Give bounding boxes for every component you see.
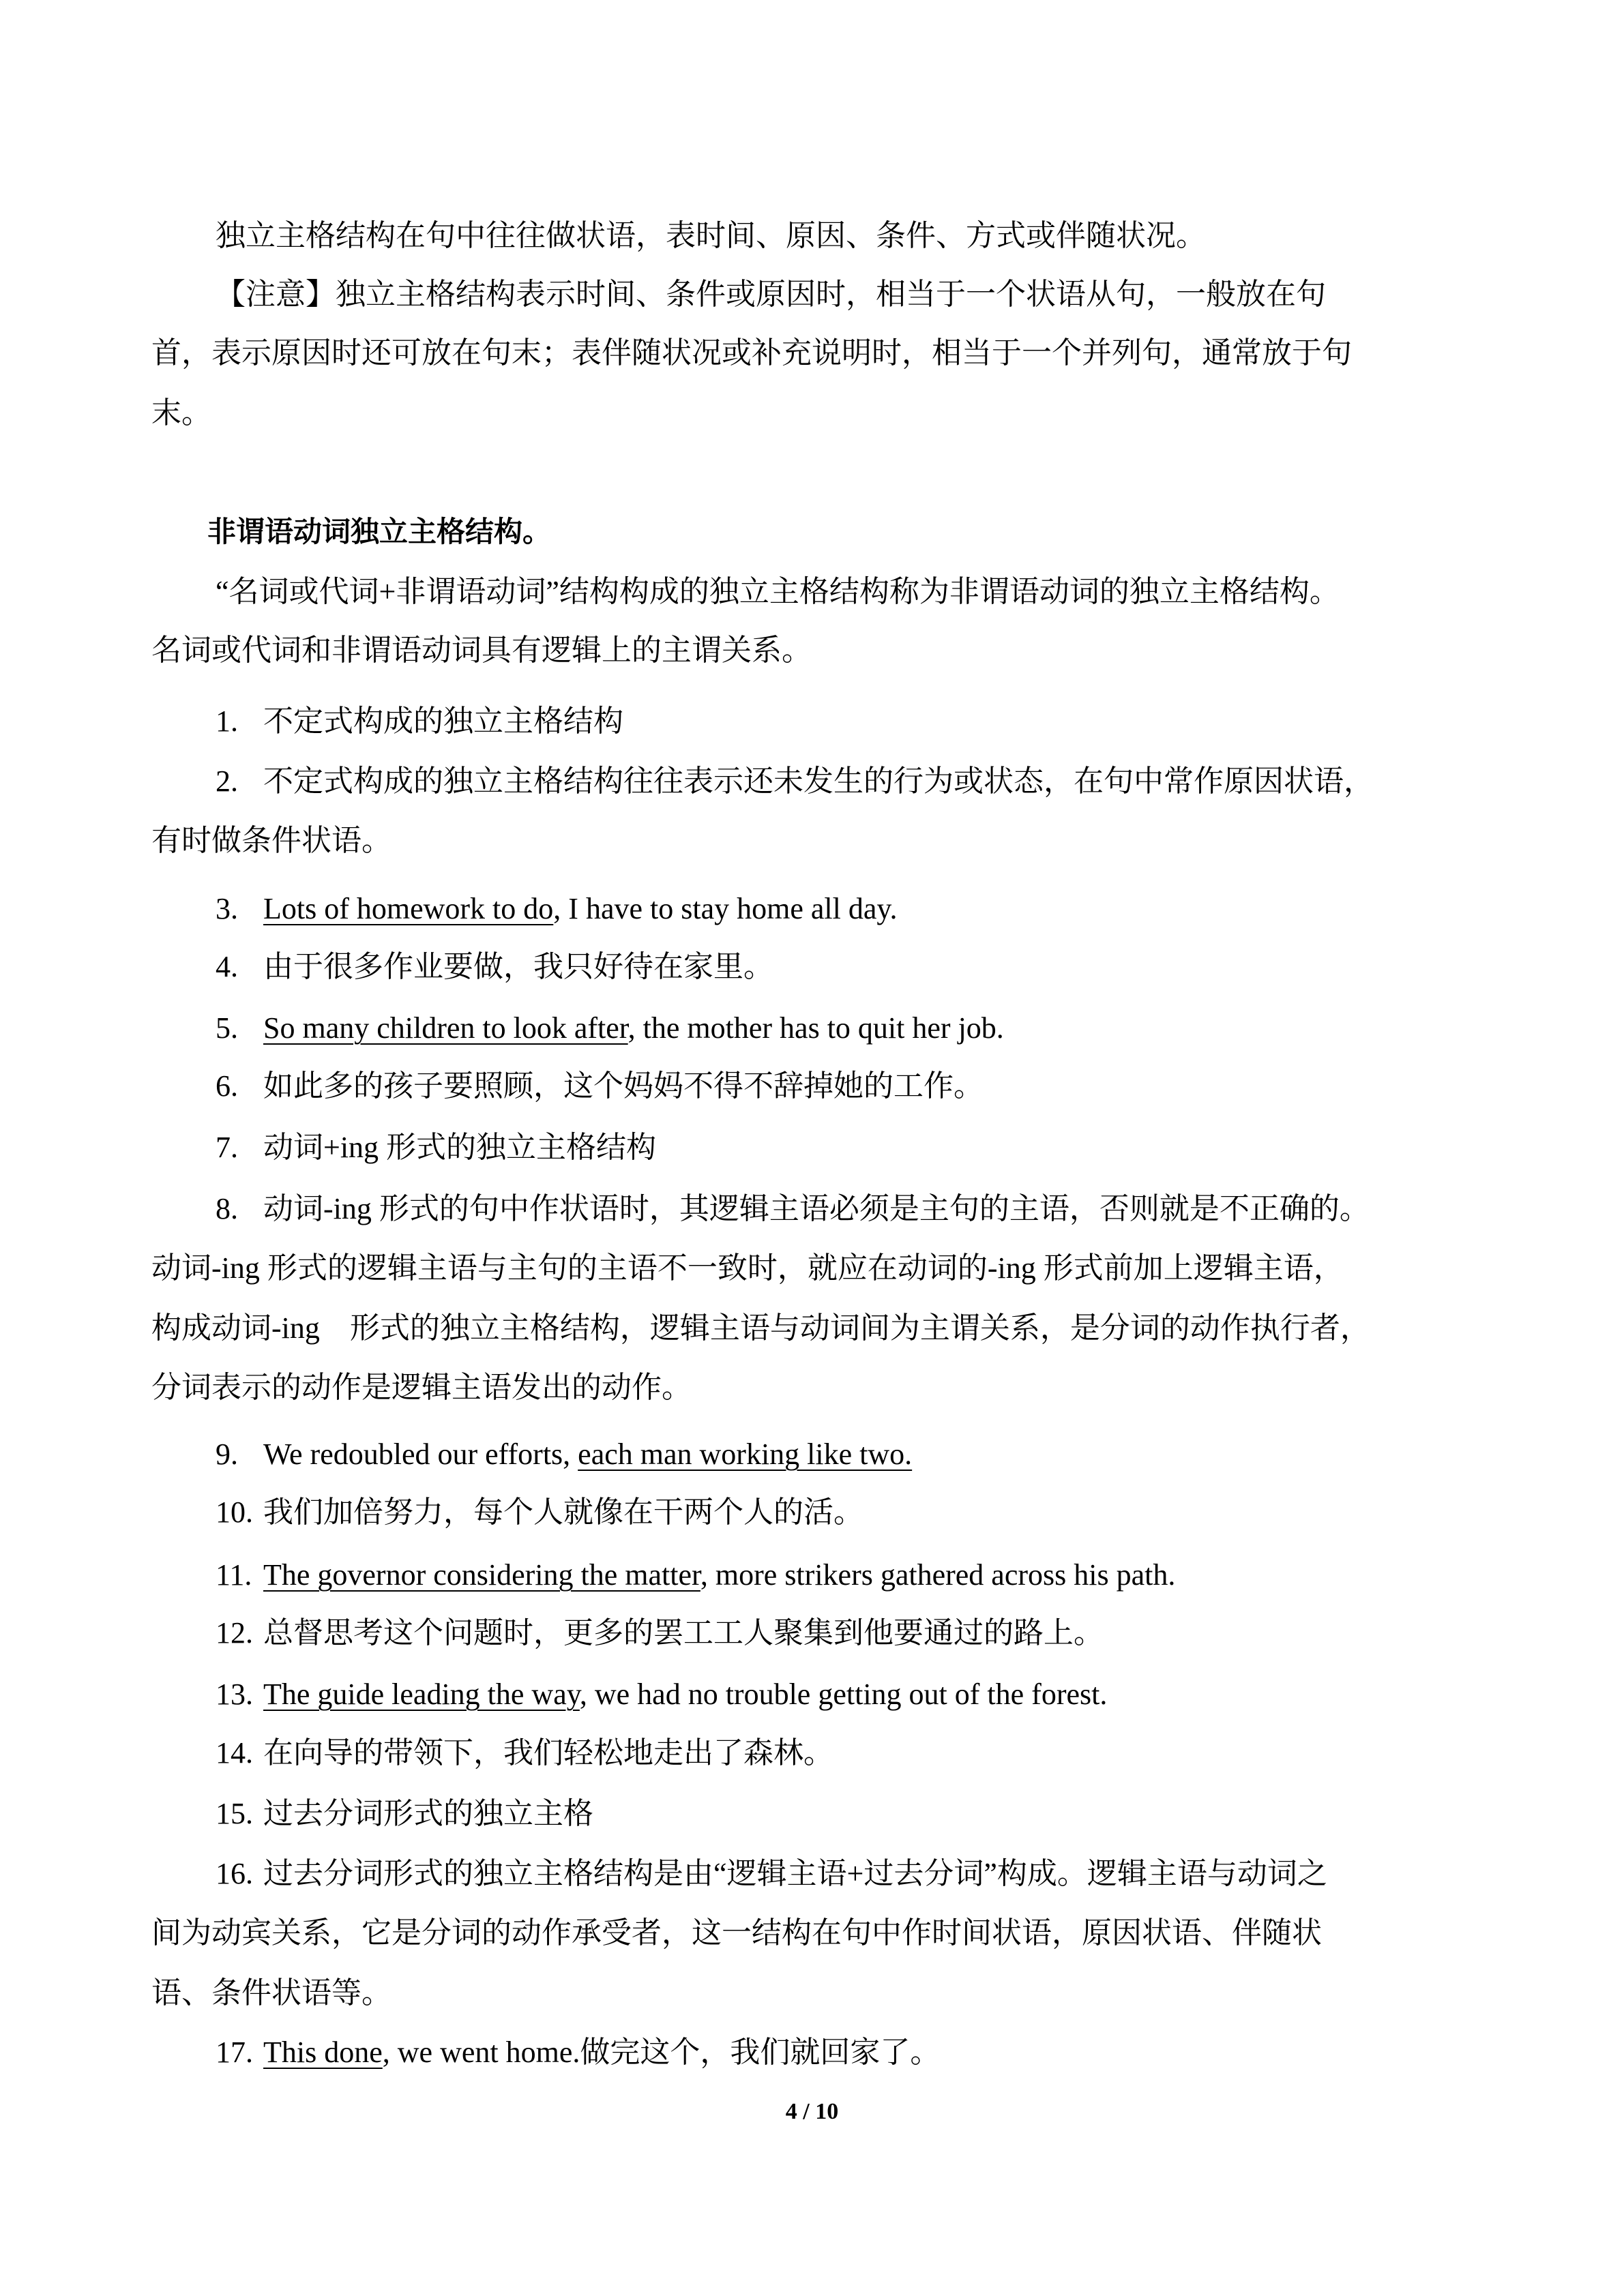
item-text: 在向导的带领下，我们轻松地走出了森林。 xyxy=(263,1736,833,1770)
item-continuation: 语、条件状语等。 xyxy=(151,1976,392,2010)
list-item xyxy=(216,2033,940,2072)
item-number: 16. xyxy=(216,1857,253,1890)
item-continuation: 有时做条件状语。 xyxy=(151,824,392,857)
item-number: 6. xyxy=(216,1069,238,1103)
item-number: 11. xyxy=(216,1558,252,1592)
item-number: 14. xyxy=(216,1736,253,1770)
item-text: 过去分词形式的独立主格结构是由“逻辑主语+过去分词”构成。逻辑主语与动词之 xyxy=(263,1857,1327,1890)
item-text: , I have to stay home all day. xyxy=(553,892,898,925)
definition-line-2: 名词或代词和非谓语动词具有逻辑上的主谓关系。 xyxy=(151,633,812,667)
underlined-phrase: This done xyxy=(263,2036,383,2069)
list-item xyxy=(216,1675,1107,1714)
item-number: 5. xyxy=(216,1011,238,1045)
list-item xyxy=(216,1190,1370,1228)
item-text: , we went home.做完这个，我们就回家了。 xyxy=(382,2036,941,2069)
item-number: 4. xyxy=(216,950,238,983)
item-text: 不定式构成的独立主格结构 xyxy=(263,704,623,738)
underlined-phrase: So many children to look after xyxy=(263,1011,628,1045)
note-line-2: 首，表示原因时还可放在句末；表伴随状况或补充说明时，相当于一个并列句，通常放于句 xyxy=(151,336,1352,370)
list-item xyxy=(216,1009,1004,1047)
item-text: 如此多的孩子要照顾，这个妈妈不得不辞掉她的工作。 xyxy=(263,1069,984,1103)
list-item xyxy=(216,1855,1327,1893)
list-item xyxy=(216,762,1374,801)
list-item xyxy=(216,890,898,928)
list-item xyxy=(216,1493,863,1532)
underlined-phrase: Lots of homework to do xyxy=(263,892,554,925)
item-number: 2. xyxy=(216,764,238,798)
item-text: , more strikers gathered across his path. xyxy=(700,1558,1176,1592)
intro-paragraph: 独立主格结构在句中往往做状语，表时间、原因、条件、方式或伴随状况。 xyxy=(216,219,1206,252)
item-continuation: 构成动词-ing 形式的独立主格结构，逻辑主语与动词间为主谓关系，是分词的动作执行者， xyxy=(151,1311,1370,1345)
item-text: 总督思考这个问题时，更多的罢工工人聚集到他要通过的路上。 xyxy=(263,1616,1104,1650)
item-text: 我们加倍努力，每个人就像在干两个人的活。 xyxy=(263,1495,863,1529)
item-text: 过去分词形式的独立主格 xyxy=(263,1797,593,1830)
underlined-phrase: each man working like two. xyxy=(578,1437,913,1471)
item-number: 10. xyxy=(216,1495,253,1529)
item-number: 7. xyxy=(216,1131,238,1164)
item-number: 15. xyxy=(216,1797,253,1830)
item-text: We redoubled our efforts, xyxy=(263,1437,578,1471)
item-number: 13. xyxy=(216,1678,253,1711)
item-number: 9. xyxy=(216,1437,238,1471)
list-item xyxy=(216,1067,984,1105)
list-item xyxy=(216,1614,1104,1652)
item-text: 不定式构成的独立主格结构往往表示还未发生的行为或状态，在句中常作原因状语， xyxy=(263,764,1374,798)
list-item xyxy=(216,1129,656,1167)
item-number: 17. xyxy=(216,2036,253,2069)
note-line-1: 【注意】独立主格结构表示时间、条件或原因时，相当于一个状语从句，一般放在句 xyxy=(216,278,1326,311)
page-number: 4 / 10 xyxy=(785,2099,839,2124)
definition-line-1: “名词或代词+非谓语动词”结构构成的独立主格结构称为非谓语动词的独立主格结构。 xyxy=(216,575,1340,608)
item-number: 1. xyxy=(216,704,238,738)
list-item xyxy=(216,948,773,986)
list-item xyxy=(216,1435,912,1474)
item-text: 动词+ing 形式的独立主格结构 xyxy=(263,1131,657,1164)
item-continuation: 动词-ing 形式的逻辑主语与主句的主语不一致时，就应在动词的-ing 形式前加上逻辑主语， xyxy=(151,1251,1344,1285)
item-number: 3. xyxy=(216,892,238,925)
underlined-phrase: The guide leading the way xyxy=(263,1678,580,1711)
item-text: 由于很多作业要做，我只好待在家里。 xyxy=(263,950,773,983)
underlined-phrase: The governor considering the matter xyxy=(263,1558,700,1592)
list-item xyxy=(216,702,623,741)
list-item xyxy=(216,1734,833,1772)
list-item xyxy=(216,1556,1175,1594)
item-number: 12. xyxy=(216,1616,253,1650)
item-text: , the mother has to quit her job. xyxy=(628,1011,1004,1045)
note-line-3: 末。 xyxy=(151,396,211,430)
item-text: , we had no trouble getting out of the forest. xyxy=(579,1678,1108,1711)
item-number: 8. xyxy=(216,1192,238,1225)
section-heading: 非谓语动词独立主格结构。 xyxy=(207,515,552,548)
item-continuation: 分词表示的动作是逻辑主语发出的动作。 xyxy=(151,1371,692,1404)
list-item xyxy=(216,1795,593,1833)
item-continuation: 间为动宾关系，它是分词的动作承受者，这一结构在句中作时间状语，原因状语、伴随状 xyxy=(151,1916,1322,1950)
item-text: 动词-ing 形式的句中作状语时，其逻辑主语必须是主句的主语，否则就是不正确的。 xyxy=(263,1192,1370,1225)
